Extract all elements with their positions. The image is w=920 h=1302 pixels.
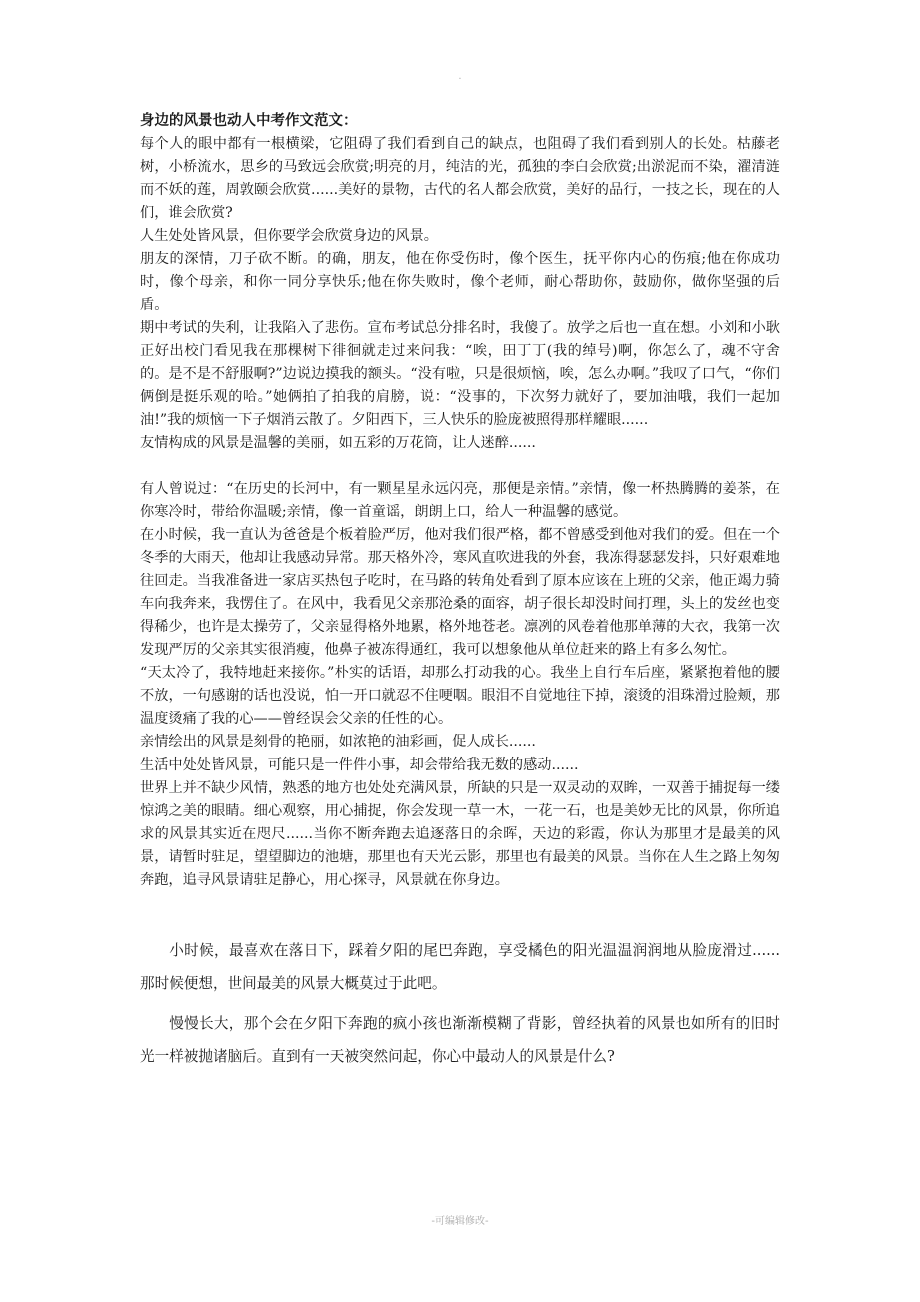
footer-note: -可编辑修改- (431, 1216, 489, 1227)
paragraph: 在小时候，我一直认为爸爸是个板着脸严厉，他对我们很严格，都不曾感受到他对我们的爱。但在一个冬季的大雨天，他却让我感动异常。那天格外冷，寒风直吹进我的外套，我冻得瑟瑟发抖，只好艰难地往回走。当我准备进一家店买热包子吃时，在马路的转角处看到了原本应该在上班的父亲，他正竭力骑车向我奔来，我愣住了。在风中，我看见父亲那沧桑的面容，胡子很长却没时间打理，头上的发丝也变得稀少，也许是太操劳了，父亲显得格外地累，格外地苍老。凛冽的风卷着他那单薄的大衣，我第一次发现严厉的父亲其实很消瘦，他鼻子被冻得通红，我可以想象他从单位赶来的路上有多么匆忙。 (140, 527, 780, 658)
indented-paragraph: 小时候，最喜欢在落日下，踩着夕阳的尾巴奔跑，享受橘色的阳光温温润润地从脸庞滑过......那时候便想，世间最美的风景大概莫过于此吧。 (140, 942, 780, 992)
paragraph: 友情构成的风景是温馨的美丽，如五彩的万花筒，让人迷醉...... (140, 435, 536, 451)
paragraph: 有人曾说过：“在历史的长河中，有一颗星星永远闪亮，那便是亲情。”亲情，像一杯热腾腾的姜茶，在你寒冷时，带给你温暖;亲情，像一首童谣，朗朗上口，给人一种温馨的感觉。 (140, 481, 780, 520)
indented-paragraph: 慢慢长大，那个会在夕阳下奔跑的疯小孩也渐渐模糊了背影，曾经执着的风景也如所有的旧时光一样被抛诸脑后。直到有一天被突然问起，你心中最动人的风景是什么? (140, 1015, 780, 1065)
header-mark: . (458, 71, 462, 82)
paragraph: 每个人的眼中都有一根横梁，它阻碍了我们看到自己的缺点，也阻碍了我们看到别人的长处。枯藤老树，小桥流水，思乡的马致远会欣赏;明亮的月，纯洁的光，孤独的李白会欣赏;出淤泥而不染，濯清涟而不妖的莲，周敦颐会欣赏......美好的景物，古代的名人都会欣赏，美好的品行，一技之长，现在的人们，谁会欣赏? (140, 136, 780, 221)
document-title: 身边的风景也动人中考作文范文： (140, 113, 358, 129)
blank-line (140, 455, 780, 478)
blank-line (140, 892, 780, 934)
paragraph: 期中考试的失利，让我陷入了悲伤。宣布考试总分排名时，我傻了。放学之后也一直在想。小刘和小耿正好出校门看见我在那棵树下徘徊就走过来问我：“唉，田丁丁(我的绰号)啊，你怎么了，魂不守舍的。是不是不舒服啊?”边说边摸我的额头。“没有啦，只是很烦恼，唉，怎么办啊。”我叹了口气，“你们俩倒是挺乐观的哈。”她俩拍了拍我的肩膀，说：“没事的，下次努力就好了，要加油哦，我们一起加油!”我的烦恼一下子烟消云散了。夕阳西下，三人快乐的脸庞被照得那样耀眼...... (140, 320, 780, 428)
document-body (140, 110, 780, 1073)
paragraph: 人生处处皆风景，但你要学会欣赏身边的风景。 (140, 228, 438, 244)
paragraph: 世界上并不缺少风情，熟悉的地方也处处充满风景，所缺的只是一双灵动的双眸，一双善于捕捉每一缕惊鸿之美的眼睛。细心观察，用心捕捉，你会发现一草一木，一花一石，也是美妙无比的风景，你所追求的风景其实近在咫尺......当你不断奔跑去追逐落日的余晖，天边的彩霞，你认为那里才是最美的风景，请暂时驻足，望望脚边的池塘，那里也有天光云影，那里也有最美的风景。当你在人生之路上匆匆奔跑，追寻风景请驻足静心，用心探寻，风景就在你身边。 (140, 780, 780, 888)
paragraph: 亲情绘出的风景是刻骨的艳丽，如浓艳的油彩画，促人成长...... (140, 734, 536, 750)
paragraph: 朋友的深情，刀子砍不断。的确，朋友，他在你受伤时，像个医生，抚平你内心的伤痕;他在你成功时，像个母亲，和你一同分享快乐;他在你失败时，像个老师，耐心帮助你，鼓励你，做你坚强的后盾。 (140, 251, 780, 313)
paragraph: “天太冷了，我特地赶来接你。”朴实的话语，却那么打动我的心。我坐上自行车后座，紧紧抱着他的腰不放，一句感谢的话也没说，怕一开口就忍不住哽咽。眼泪不自觉地往下掉，滚烫的泪珠滑过脸颊，那温度烫痛了我的心——曾经误会父亲的任性的心。 (140, 665, 780, 727)
paragraph: 生活中处处皆风景，可能只是一件件小事，却会带给我无数的感动...... (140, 757, 579, 773)
